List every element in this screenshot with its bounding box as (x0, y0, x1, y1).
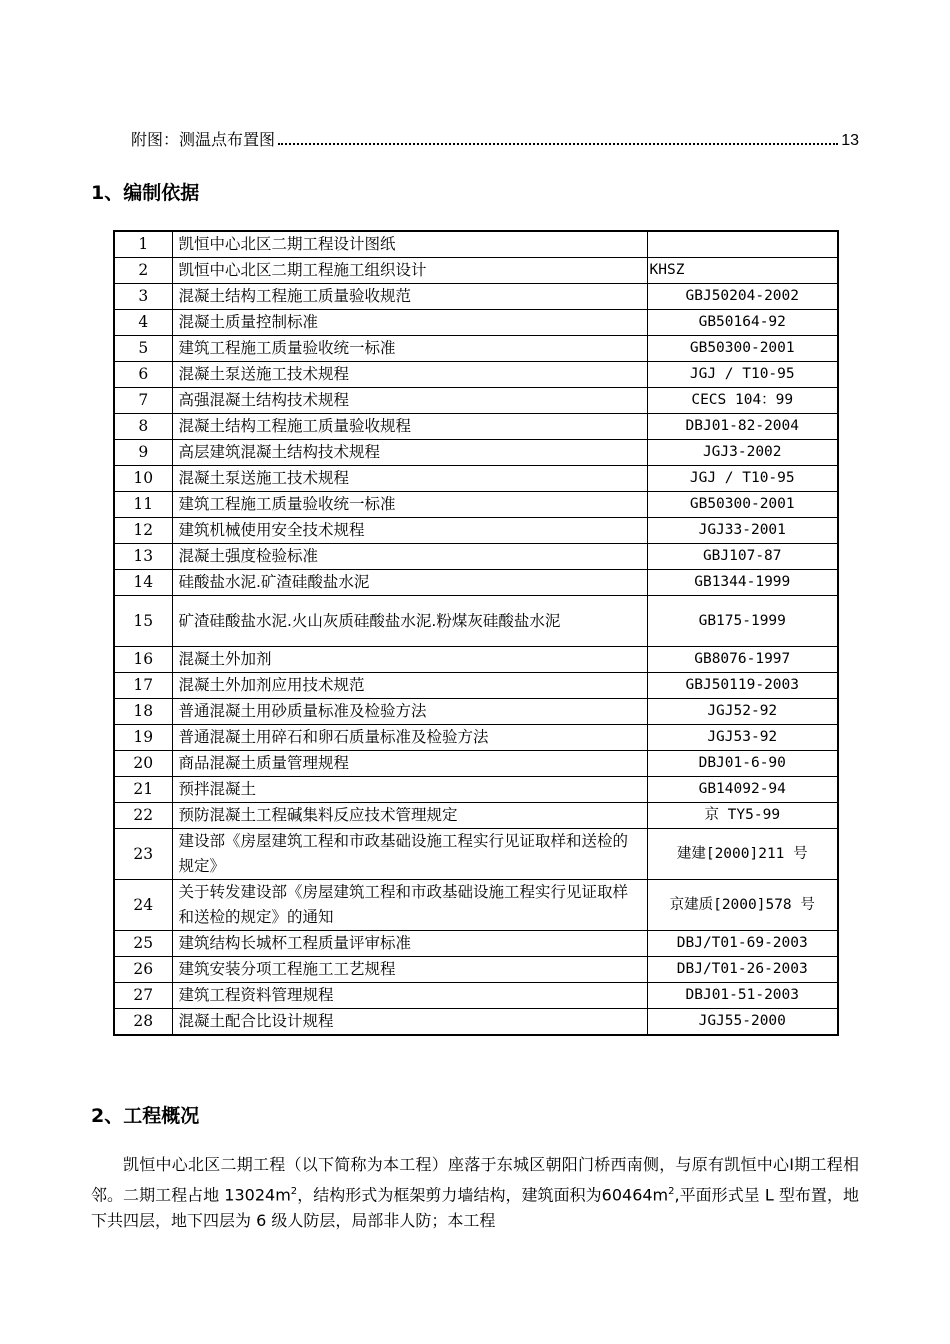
row-number: 14 (114, 570, 172, 596)
table-row (114, 388, 838, 414)
table-row (114, 880, 838, 931)
table-row (114, 777, 838, 803)
table-row (114, 362, 838, 388)
row-number: 27 (114, 983, 172, 1009)
toc-leader-dots (278, 143, 838, 145)
document-code: CECS 104：99 (647, 388, 838, 414)
section-heading-overview: 2、工程概况 (91, 1105, 200, 1127)
document-name: 建设部《房屋建筑工程和市政基础设施工程实行见证取样和送检的规定》 (172, 829, 647, 880)
document-name: 凯恒中心北区二期工程施工组织设计 (172, 258, 647, 284)
table-row (114, 725, 838, 751)
row-number: 6 (114, 362, 172, 388)
table-row (114, 673, 838, 699)
row-number: 21 (114, 777, 172, 803)
document-name: 建筑工程施工质量验收统一标准 (172, 336, 647, 362)
basis-table (113, 230, 839, 1036)
row-number: 10 (114, 466, 172, 492)
table-row (114, 829, 838, 880)
table-row (114, 518, 838, 544)
table-row (114, 284, 838, 310)
row-number: 17 (114, 673, 172, 699)
row-number: 12 (114, 518, 172, 544)
document-name: 普通混凝土用砂质量标准及检验方法 (172, 699, 647, 725)
document-code: JGJ33-2001 (647, 518, 838, 544)
document-code: GB50164-92 (647, 310, 838, 336)
table-row (114, 466, 838, 492)
row-number: 16 (114, 647, 172, 673)
document-code: JGJ53-92 (647, 725, 838, 751)
document-code: GB14092-94 (647, 777, 838, 803)
document-name: 混凝土质量控制标准 (172, 310, 647, 336)
row-number: 5 (114, 336, 172, 362)
row-number: 28 (114, 1009, 172, 1036)
row-number: 11 (114, 492, 172, 518)
overview-text-1: 凯恒中心北区二期工程（以下简称为本工程）座落于东城区朝阳门桥西南侧，与原有凯恒中心Ⅰ期工程相邻。二期工程占地 13024m (91, 1155, 859, 1204)
document-name: 建筑工程资料管理规程 (172, 983, 647, 1009)
table-row (114, 983, 838, 1009)
document-name: 混凝土外加剂应用技术规范 (172, 673, 647, 699)
document-name: 建筑结构长城杯工程质量评审标准 (172, 931, 647, 957)
document-code: DBJ01-51-2003 (647, 983, 838, 1009)
document-code (647, 231, 838, 258)
document-code: KHSZ (647, 258, 838, 284)
document-name: 混凝土结构工程施工质量验收规程 (172, 414, 647, 440)
document-name: 混凝土强度检验标准 (172, 544, 647, 570)
table-row (114, 596, 838, 647)
toc-page-number: 13 (841, 132, 859, 149)
table-row (114, 258, 838, 284)
document-name: 高强混凝土结构技术规程 (172, 388, 647, 414)
document-name: 建筑工程施工质量验收统一标准 (172, 492, 647, 518)
document-name: 商品混凝土质量管理规程 (172, 751, 647, 777)
overview-paragraph (91, 1152, 859, 1235)
toc-label: 附图：测温点布置图 (131, 130, 276, 149)
document-name: 高层建筑混凝土结构技术规程 (172, 440, 647, 466)
table-row (114, 544, 838, 570)
document-code: JGJ52-92 (647, 699, 838, 725)
table-row (114, 751, 838, 777)
document-code: DBJ01-82-2004 (647, 414, 838, 440)
row-number: 15 (114, 596, 172, 647)
row-number: 19 (114, 725, 172, 751)
document-code: GB50300-2001 (647, 492, 838, 518)
row-number: 7 (114, 388, 172, 414)
overview-text-3: ,平面形式呈 L 型布置，地下共四层，地下四层为 6 级人防层，局部非人防；本工程 (91, 1184, 859, 1231)
table-row (114, 231, 838, 258)
table-row (114, 336, 838, 362)
document-code: GBJ107-87 (647, 544, 838, 570)
table-row (114, 492, 838, 518)
row-number: 13 (114, 544, 172, 570)
table-row (114, 699, 838, 725)
row-number: 25 (114, 931, 172, 957)
row-number: 23 (114, 829, 172, 880)
superscript: 2 (668, 1185, 675, 1197)
document-name: 预防混凝土工程碱集料反应技术管理规定 (172, 803, 647, 829)
document-code: GB175-1999 (647, 596, 838, 647)
document-code: JGJ / T10-95 (647, 466, 838, 492)
table-row (114, 803, 838, 829)
document-name: 普通混凝土用碎石和卵石质量标准及检验方法 (172, 725, 647, 751)
document-code: 京 TY5-99 (647, 803, 838, 829)
superscript: 2 (290, 1185, 298, 1197)
row-number: 2 (114, 258, 172, 284)
document-code: JGJ3-2002 (647, 440, 838, 466)
table-row (114, 1009, 838, 1036)
document-code: GB8076-1997 (647, 647, 838, 673)
document-code: 建建[2000]211 号 (647, 829, 838, 880)
row-number: 24 (114, 880, 172, 931)
row-number: 8 (114, 414, 172, 440)
document-code: 京建质[2000]578 号 (647, 880, 838, 931)
toc-entry[interactable] (131, 126, 859, 150)
document-code: JGJ55-2000 (647, 1009, 838, 1036)
table-row (114, 957, 838, 983)
document-name: 混凝土泵送施工技术规程 (172, 466, 647, 492)
row-number: 22 (114, 803, 172, 829)
document-code: GB1344-1999 (647, 570, 838, 596)
document-name: 硅酸盐水泥.矿渣硅酸盐水泥 (172, 570, 647, 596)
document-code: DBJ/T01-69-2003 (647, 931, 838, 957)
document-code: JGJ / T10-95 (647, 362, 838, 388)
document-name: 混凝土外加剂 (172, 647, 647, 673)
document-code: GBJ50204-2002 (647, 284, 838, 310)
row-number: 18 (114, 699, 172, 725)
document-code: DBJ/T01-26-2003 (647, 957, 838, 983)
document-name: 矿渣硅酸盐水泥.火山灰质硅酸盐水泥.粉煤灰硅酸盐水泥 (172, 596, 647, 647)
document-name: 关于转发建设部《房屋建筑工程和市政基础设施工程实行见证取样和送检的规定》的通知 (172, 880, 647, 931)
row-number: 3 (114, 284, 172, 310)
table-row (114, 570, 838, 596)
document-name: 凯恒中心北区二期工程设计图纸 (172, 231, 647, 258)
document-name: 混凝土泵送施工技术规程 (172, 362, 647, 388)
document-name: 预拌混凝土 (172, 777, 647, 803)
row-number: 20 (114, 751, 172, 777)
document-code: GB50300-2001 (647, 336, 838, 362)
section-heading-basis: 1、编制依据 (91, 182, 200, 204)
table-row (114, 931, 838, 957)
document-name: 混凝土结构工程施工质量验收规范 (172, 284, 647, 310)
document-code: DBJ01-6-90 (647, 751, 838, 777)
document-code: GBJ50119-2003 (647, 673, 838, 699)
row-number: 9 (114, 440, 172, 466)
document-name: 建筑机械使用安全技术规程 (172, 518, 647, 544)
document-name: 混凝土配合比设计规程 (172, 1009, 647, 1036)
table-row (114, 647, 838, 673)
document-name: 建筑安装分项工程施工工艺规程 (172, 957, 647, 983)
row-number: 26 (114, 957, 172, 983)
table-row (114, 440, 838, 466)
row-number: 1 (114, 231, 172, 258)
overview-text-2: ，结构形式为框架剪力墙结构，建筑面积为60464m (297, 1184, 669, 1204)
table-row (114, 310, 838, 336)
row-number: 4 (114, 310, 172, 336)
table-row (114, 414, 838, 440)
